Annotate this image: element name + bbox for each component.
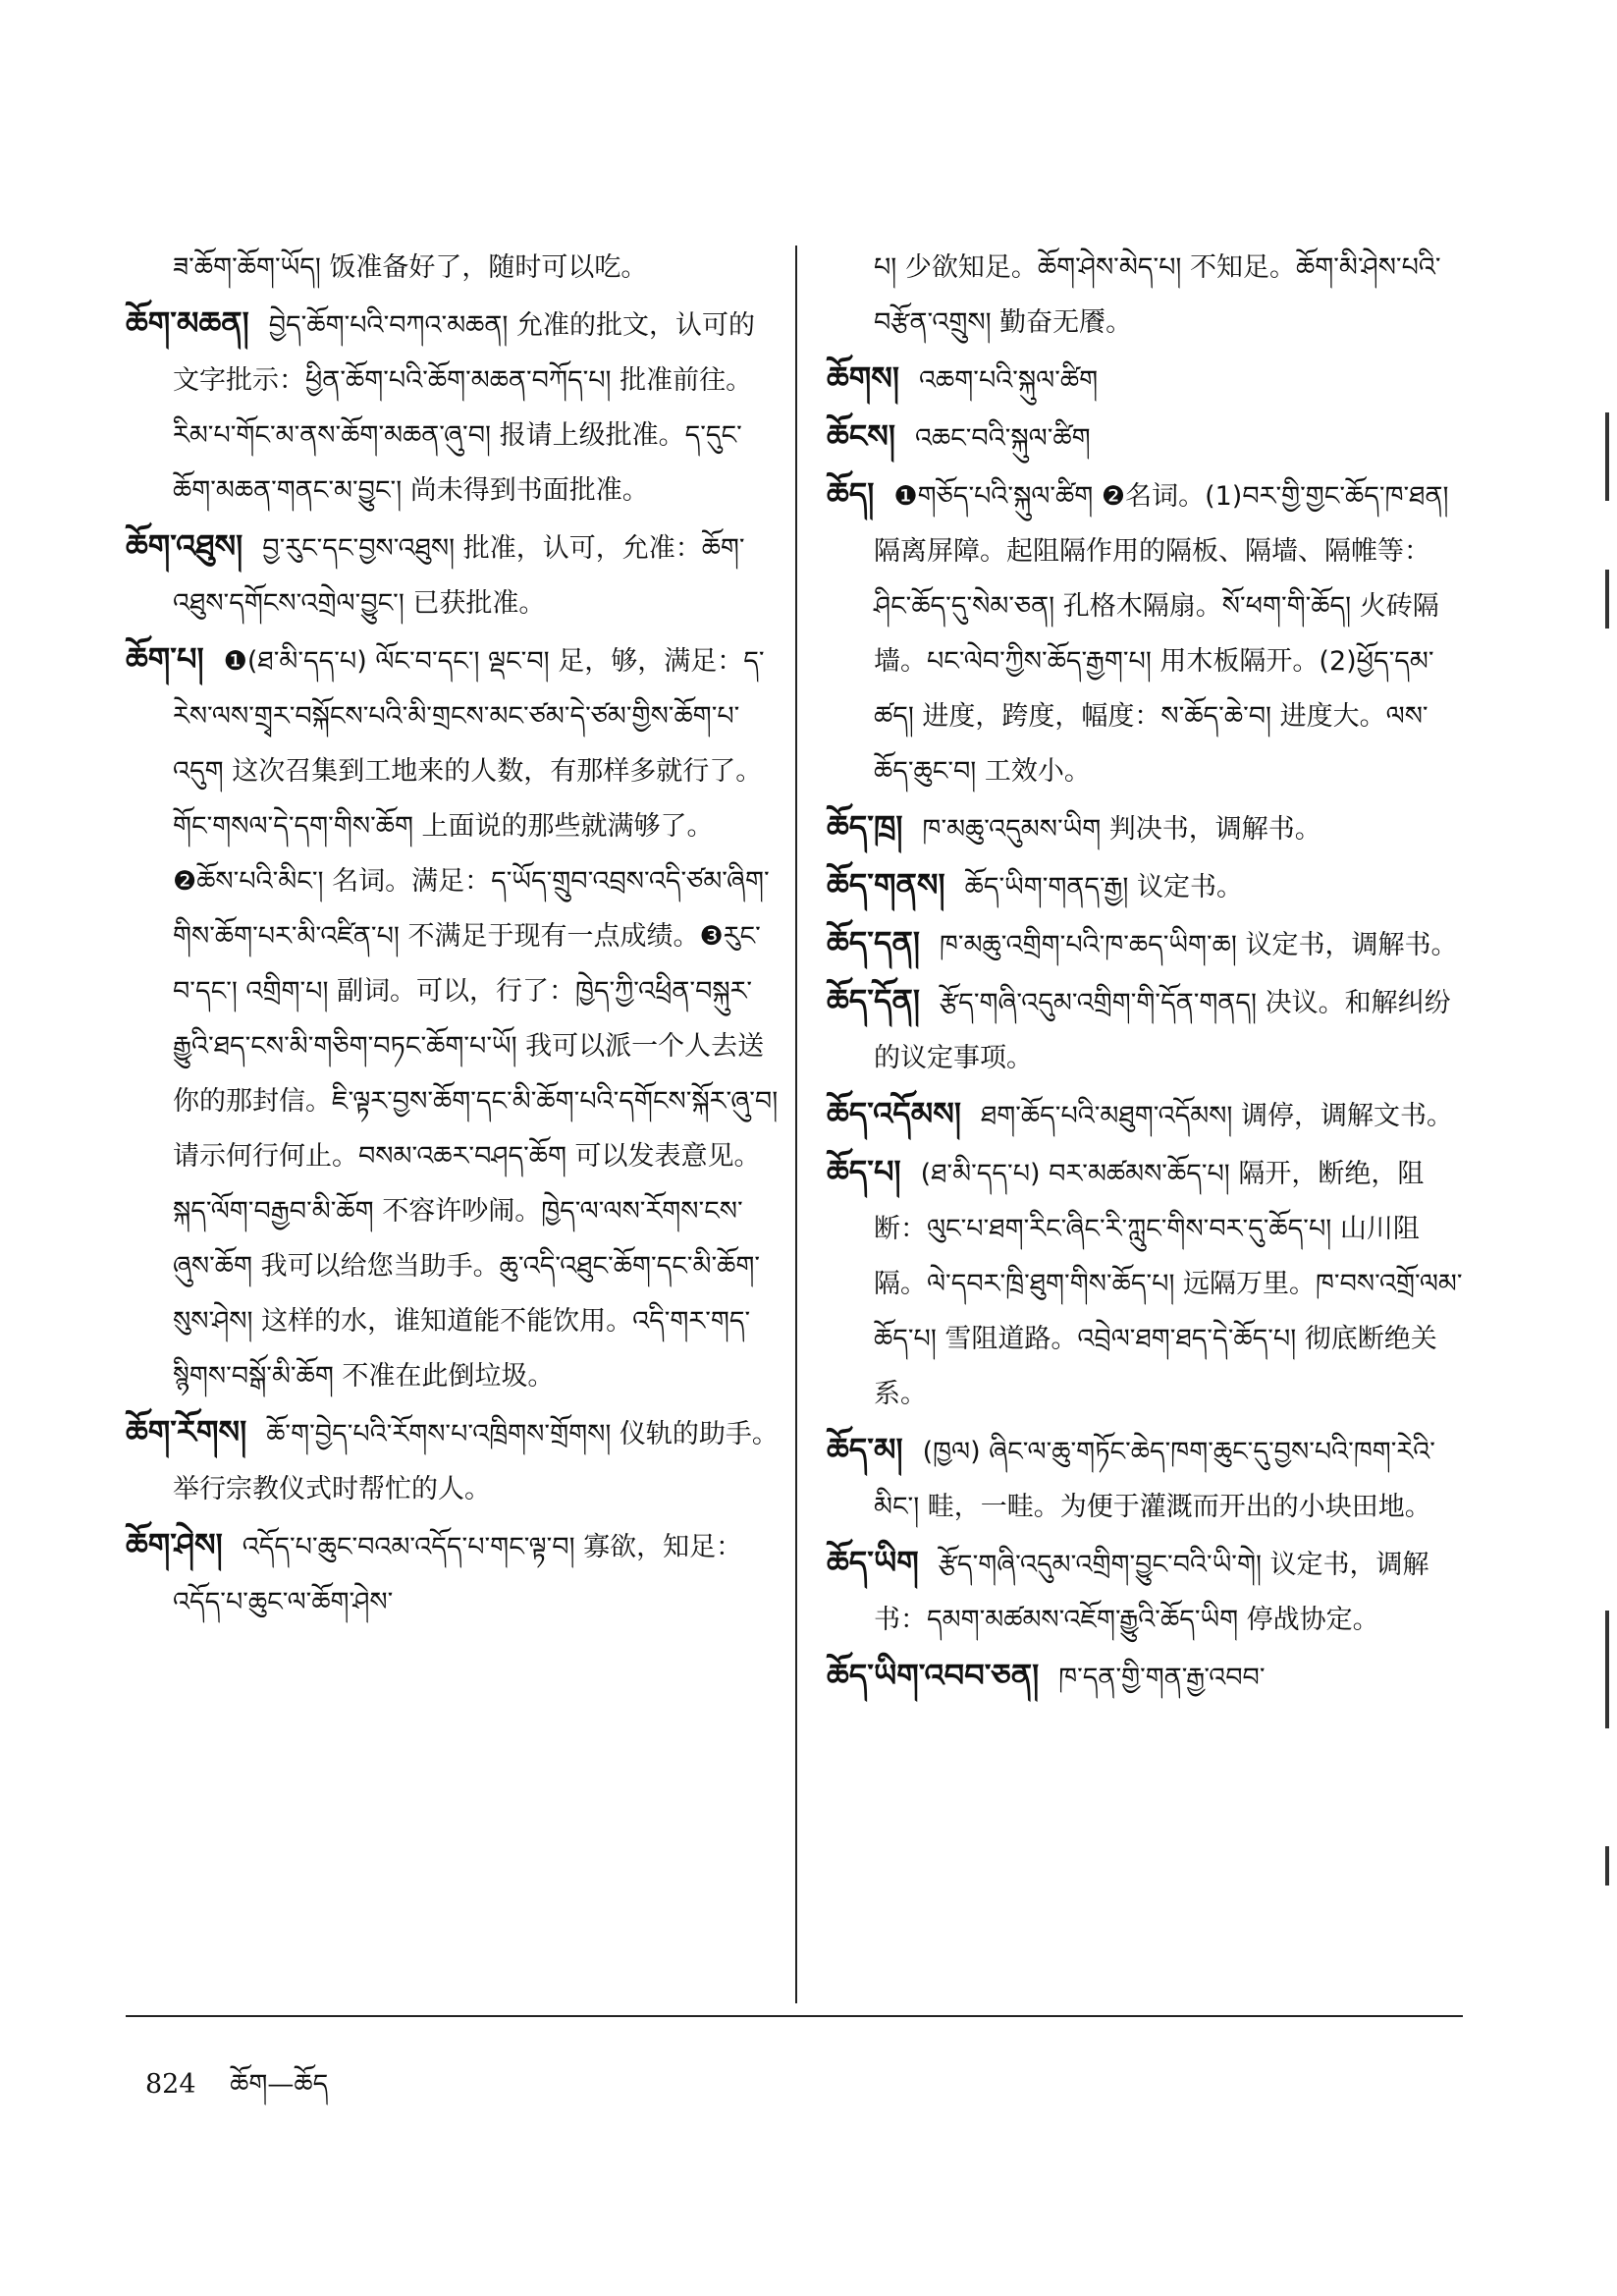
dictionary-entry — [827, 799, 1463, 857]
entry-definition: ❶(ཐ་མི་དད་པ) ལོང་བ་དང་། ལྡང་བ། 足，够，满足：ད་རེས་ལས་གྲྭར་བསྐོངས་པའི་མི་གྲངས་མང་ཙམ་དེ་ཙམ་གྱིས་ཆོག་པ་འདུག 这次召集到工地来的人数，有那样多就行了。གོང་གསལ་དེ་དག་གིས་ཆོག 上面说的那些就满够了。❷ཆོས་པའི་མིང་། 名词。满足：ད་ཡོད་གྲུབ་འབྲས་འདི་ཙམ་ཞིག་གིས་ཆོག་པར་མི་འཛིན་པ། 不满足于现有一点成绩。❸རུང་བ་དང་། འགྲིག་པ། 副词。可以，行了：ཁྱེད་ཀྱི་འཕྲིན་བསྐུར་རྒྱུའི་ཐད་ངས་མི་གཅིག་བཏང་ཆོག་པ་ཡོ། 我可以派一个人去送你的那封信。ཇི་ལྟར་བྱས་ཆོག་དང་མི་ཆོག་པའི་དགོངས་སྐོར་ཞུ་བ། 请示何行何止。བསམ་འཆར་བཤད་ཆོག 可以发表意见。སྐད་ལོག་བརྒྱབ་མི་ཆོག 不容许吵闹。ཁྱེད་ལ་ལས་རོགས་ངས་ཞུས་ཆོག 我可以给您当助手。ཆུ་འདི་འཐུང་ཆོག་དང་མི་ཆོག་སུས་ཤེས། 这样的水，谁知道能不能饮用。འདི་གར་གད་སྙིགས་བསྒོ་མི་ཆོག 不准在此倒垃圾。 — [173, 646, 779, 1392]
entry-definition: ཟ་ཆོག་ཆོག་ཡོད། 饭准备好了，随时可以吃。 — [173, 252, 648, 283]
entry-headword: ཆོད་ཁྲ། — [827, 808, 903, 846]
page-number: 824 — [145, 2069, 196, 2100]
entry-headword: ཆོད་གནས། — [827, 866, 945, 903]
dictionary-entry — [126, 631, 779, 1404]
entry-definition: ཐག་ཆོད་པའི་མཐུག་འདོམས། 调停，调解文书。 — [980, 1101, 1453, 1131]
dictionary-entry — [827, 351, 1463, 409]
dictionary-entry — [126, 1404, 779, 1517]
page-footer — [145, 2054, 328, 2129]
dictionary-entry — [827, 409, 1463, 466]
right-column — [827, 241, 1463, 1706]
entry-definition: ཁ་དན་གྱི་གན་རྒྱ་འབབ་ — [1058, 1663, 1266, 1693]
entry-headword: ཆོངས། — [827, 417, 895, 455]
dictionary-entry — [827, 1144, 1463, 1422]
dictionary-entry — [827, 1535, 1463, 1648]
entry-headword: ཆོད་འདོམས། — [827, 1095, 961, 1132]
entry-definition: རྩོད་གཞི་འདུམ་འགྲིག་བྱུང་བའི་ཡི་གེ། 议定书，调解书：དམག་མཚམས་འཇོག་རྒྱུའི་ཆོད་ཡིག 停战协定。 — [874, 1550, 1429, 1635]
entry-definition: ཁ་མཆུ་འགྲིག་པའི་ཁ་ཆད་ཡིག་ཆ། 议定书，调解书。 — [940, 930, 1458, 960]
entry-definition: ཁ་མཆུ་འདུམས་ཡིག 判决书，调解书。 — [922, 814, 1321, 845]
entry-headword: ཆོག་ཤེས། — [126, 1526, 223, 1563]
dictionary-entry — [827, 1086, 1463, 1144]
dictionary-entry — [827, 1648, 1463, 1706]
entry-definition: ཆོ་ག་བྱེད་པའི་རོགས་པ་འཁྲིགས་གྲོགས། 仪轨的助手。举行宗教仪式时帮忙的人。 — [173, 1419, 779, 1504]
entry-headword: ཆོག་རོགས། — [126, 1413, 247, 1450]
entry-headword: ཆོད་པ། — [827, 1153, 901, 1190]
dictionary-entry — [827, 857, 1463, 915]
left-column — [126, 241, 779, 1630]
dictionary-entry — [827, 973, 1463, 1086]
entry-headword: ཆོགས། — [827, 359, 900, 397]
entry-definition: ❶གཅོད་པའི་སྐུལ་ཚིག ❷名词。(1)བར་གྱི་གྱང་ཆོད་ཁ་ཐན། 隔离屏障。起阻隔作用的隔板、隔墙、隔帷等：ཤིང་ཆོད་དུ་སེམ་ཅན། 孔格木隔扇。སོ་ཕག་གི་ཆོད། 火砖隔墙。པང་ལེབ་ཀྱིས་ཆོད་རྒྱག་པ། 用木板隔开。(2)ཕྱོད་དམ་ཚད། 进度，跨度，幅度：ས་ཆོད་ཆེ་བ། 进度大。ལས་ཆོད་ཆུང་བ། 工效小。 — [874, 481, 1449, 787]
entry-definition: འདོད་པ་ཆུང་བའམ་འདོད་པ་གང་ལྟ་བ། 寡欲，知足：འདོད་པ་ཆུང་ལ་ཆོག་ཤེས་ — [173, 1532, 743, 1617]
entry-definition: འཆང་བའི་སྐུལ་ཚིག — [914, 423, 1091, 454]
dictionary-entry — [827, 466, 1463, 799]
entry-definition: ཆོད་ཡིག་གནད་རྒྱ། 议定书。 — [964, 872, 1243, 902]
dictionary-entry — [827, 241, 1463, 351]
page-range-headwords: ཆོག—ཆོད — [230, 2069, 329, 2100]
entry-definition: པ། 少欲知足。ཆོག་ཤེས་མེད་པ། 不知足。ཆོག་མི་ཤེས་པའི་བརྩོན་འགྲུས། 勤奋无餍。 — [874, 252, 1441, 338]
entry-headword: ཆོད་ཡིག — [827, 1544, 919, 1581]
entry-headword: ཆོད་ཡིག་འབབ་ཅན། — [827, 1657, 1040, 1694]
entry-definition: བྱ་རུང་དང་བྱས་འཐུས། 批准，认可，允准：ཆོག་འཐུས་དགོངས་འགྲེལ་བྱུང་། 已获批准。 — [173, 533, 745, 619]
entry-headword: ཆོག་པ། — [126, 640, 204, 678]
entry-definition: འཆག་པའི་སྐུལ་ཚིག — [919, 365, 1099, 396]
entry-headword: ཆོད་དན། — [827, 924, 921, 961]
dictionary-entry — [126, 296, 779, 519]
entry-definition: རྩོད་གཞི་འདུམ་འགྲིག་གི་དོན་གནད། 决议。和解纠纷的议定事项。 — [874, 988, 1451, 1073]
entry-headword: ཆོད་དོན། — [827, 982, 921, 1019]
entry-definition: (ཁྱལ) ཞིང་ལ་ཆུ་གཏོང་ཆེད་ཁག་ཆུང་དུ་བྱས་པའི་ཁག་རེའི་མིང་། 畦，一畦。为便于灌溉而开出的小块田地。 — [874, 1437, 1435, 1522]
dictionary-entry — [126, 1517, 779, 1630]
dictionary-entry — [126, 519, 779, 631]
entry-headword: ཆོད། — [827, 475, 875, 513]
footer-rule — [126, 2015, 1463, 2017]
dictionary-entry — [126, 241, 779, 296]
entry-headword: ཆོག་འཐུས། — [126, 527, 243, 565]
column-divider — [795, 246, 797, 2003]
entry-definition: (ཐ་མི་དད་པ) བར་མཚམས་ཆོད་པ། 隔开，断绝，阻断：ལུང་པ་ཐག་རིང་ཞིང་རི་ཀླུང་གིས་བར་དུ་ཆོད་པ། 山川阻隔。ལེ་དབར་ཁྲི་ཐུག་གིས་ཆོད་པ། 远隔万里。ཁ་བས་འགྲོ་ལམ་ཆོད་པ། 雪阻道路。འབྲེལ་ཐག་ཐད་དེ་ཆོད་པ། 彻底断绝关系。 — [874, 1159, 1463, 1409]
entry-definition: བྱེད་ཆོག་པའི་བཀའ་མཆན། 允准的批文，认可的文字批示：ཕྱིན་ཆོག་པའི་ཆོག་མཆན་བཀོད་པ། 批准前往。རིམ་པ་གོང་མ་ནས་ཆོག་མཆན་ཞུ་བ། 报请上级批准。ད་དུང་ཆོག་མཆན་གནང་མ་བྱུང་། 尚未得到书面批准。 — [173, 310, 755, 506]
dictionary-entry — [827, 1422, 1463, 1535]
dictionary-entry — [827, 915, 1463, 973]
scan-edge-marks — [1605, 373, 1611, 1944]
entry-headword: ཆོག་མཆན། — [126, 304, 249, 342]
entry-headword: ཆོད་མ། — [827, 1431, 903, 1468]
